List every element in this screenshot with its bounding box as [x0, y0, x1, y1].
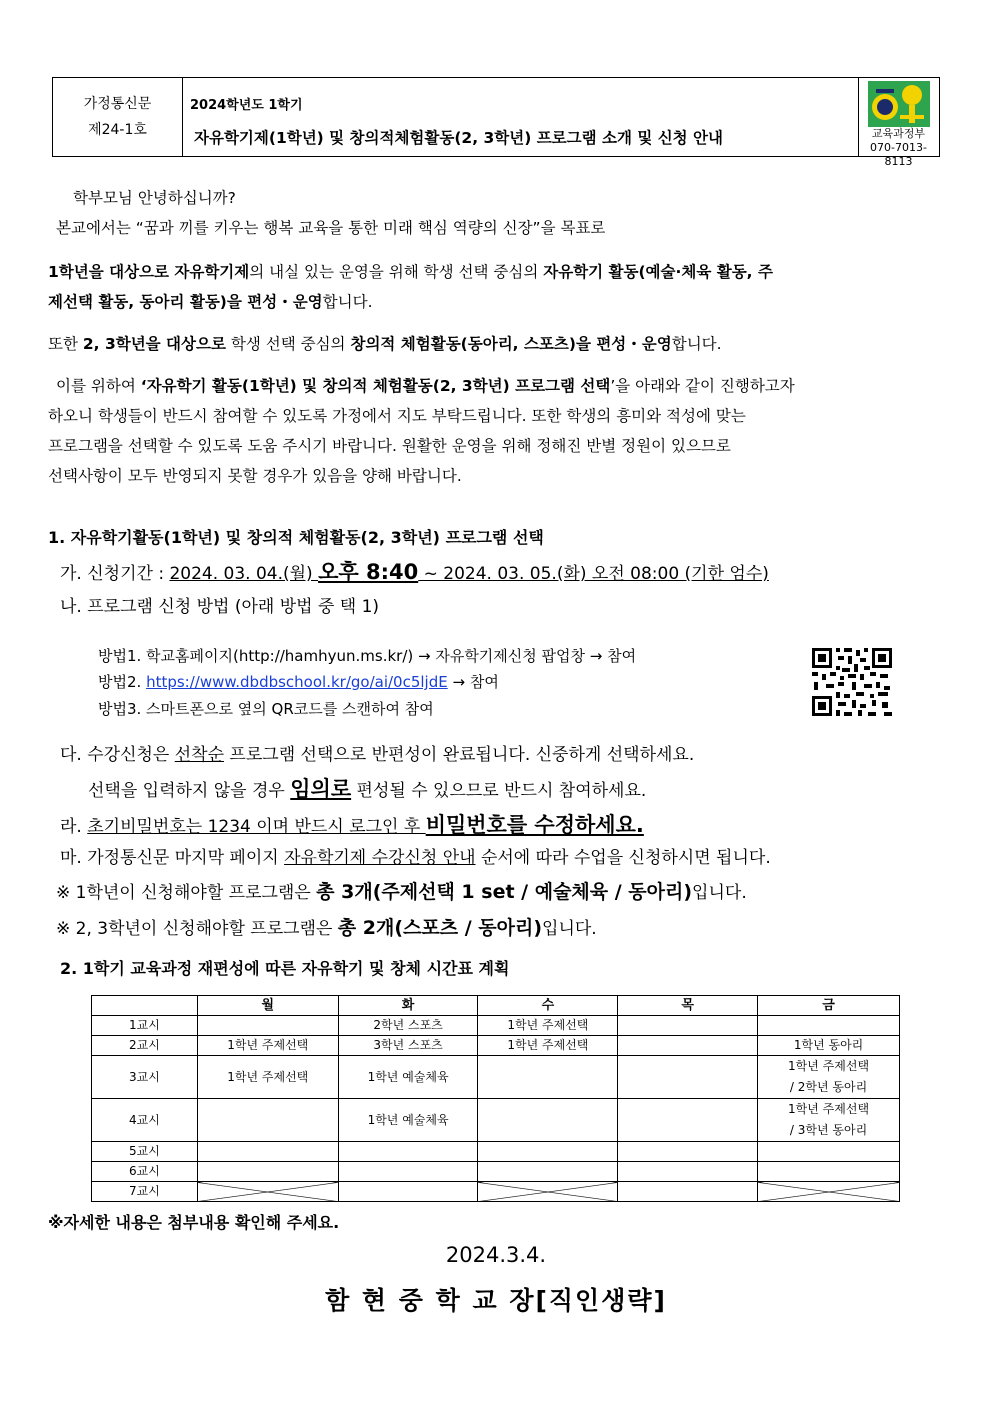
timetable-header-row	[92, 996, 900, 1016]
section-1-heading: 1. 자유학기활동(1학년) 및 창의적 체험활동(2, 3학년) 프로그램 선택	[48, 528, 544, 547]
header-box	[52, 77, 940, 168]
da2-text-a: 선택을 입력하지 않을 경우	[88, 781, 291, 801]
table-cell: 3학년 스포츠	[338, 1036, 478, 1056]
principal-signature: 함 현 중 학 교 장[직인생략]	[325, 1286, 667, 1315]
table-cell: 1학년 주제선택	[478, 1016, 618, 1036]
table-cell: 1학년 예술체육	[338, 1056, 478, 1099]
table-cell	[197, 1099, 338, 1142]
ma-text-b: 순서에 따라 수업을 신청하시면 됩니다.	[475, 848, 771, 868]
intro-paragraph-1-line-2	[48, 287, 373, 317]
da-text-b: 프로그램 선택으로 반편성이 완료됩니다. 신중하게 선택하세요.	[224, 745, 695, 765]
intro-paragraph-3-line-4: 선택사항이 모두 반영되지 못할 경우가 있음을 양해 바랍니다.	[48, 467, 462, 485]
p1-bold-c: 자유학기 활동(예술·체육 활동, 주	[543, 263, 773, 281]
department-box	[858, 78, 939, 168]
ma-text-a: 마. 가정통신문 마지막 페이지	[60, 848, 285, 868]
random-assignment-note	[88, 773, 646, 807]
intro-paragraph-1-line-1	[48, 257, 773, 287]
table-cell: 1학년 주제선택	[478, 1036, 618, 1056]
n1-text-a: ※ 1학년이 신청해야할 프로그램은	[56, 883, 317, 903]
period-label: 7교시	[92, 1182, 198, 1202]
timetable	[91, 995, 900, 1202]
table-cell	[758, 1142, 900, 1162]
table-cell	[758, 1162, 900, 1182]
p2-text-e: 합니다.	[671, 335, 722, 353]
table-cell	[758, 1016, 900, 1036]
table-cell	[618, 1142, 758, 1162]
table-cell	[478, 1099, 618, 1142]
issue-number: 제24-1호	[88, 122, 147, 138]
da-text-a: 다. 수강신청은	[60, 745, 175, 765]
n2-bold: 총 2개(스포츠 / 동아리)	[337, 917, 543, 939]
p2-bold-b: 2, 3학년을 대상으로	[82, 335, 226, 353]
intro-paragraph-3-line-3: 프로그램을 선택할 수 있도록 도움 주시기 바랍니다. 원활한 운영을 위해 정해진 반별 정원이 있으므로	[48, 437, 731, 455]
table-cell	[618, 1016, 758, 1036]
application-method-title: 나. 프로그램 신청 방법 (아래 방법 중 택 1)	[60, 597, 380, 617]
day-thu: 목	[618, 996, 758, 1016]
period-label: 4교시	[92, 1099, 198, 1142]
cell-line: 1학년 주제선택	[788, 1059, 870, 1073]
department-name: 교육과정부	[871, 127, 926, 140]
document-date: 2024.3.4.	[445, 1243, 547, 1267]
cell-line: / 2학년 동아리	[789, 1080, 868, 1094]
school-goal: 본교에서는 “꿈과 끼를 키우는 행복 교육을 통한 미래 핵심 역량의 신장”을 목표로	[56, 219, 606, 237]
ra-initial-password: 초기비밀번호는 1234 이며 반드시 로그인 후	[87, 817, 426, 837]
table-row	[92, 1142, 900, 1162]
table-cell	[758, 1099, 900, 1142]
table-cell: 1학년 동아리	[758, 1036, 900, 1056]
method-3: 방법3. 스마트폰으로 옆의 QR코드를 스캔하여 참여	[98, 700, 434, 718]
password-note	[60, 809, 644, 843]
day-wed: 수	[478, 996, 618, 1016]
da2-random: 임의로	[290, 777, 352, 801]
p2-bold-d: 창의적 체험활동(동아리, 스포츠)을 편성・운영	[350, 335, 672, 353]
table-cell	[618, 1099, 758, 1142]
qr-code-icon[interactable]	[812, 648, 892, 716]
intro-paragraph-3-line-2: 하오니 학생들이 반드시 참여할 수 있도록 가정에서 지도 부탁드립니다. 또한 학생의 흥미와 적성에 맞는	[48, 407, 746, 425]
da-first-come: 선착순	[174, 745, 225, 765]
table-cell	[618, 1056, 758, 1099]
n2-text-a: ※ 2, 3학년이 신청해야할 프로그램은	[56, 919, 338, 939]
crossed-cell	[758, 1182, 900, 1202]
table-cell	[478, 1162, 618, 1182]
table-cell: 1학년 주제선택	[197, 1056, 338, 1099]
n1-text-c: 입니다.	[692, 883, 747, 903]
intro-paragraph-2	[48, 329, 722, 359]
table-cell: 1학년 예술체육	[338, 1099, 478, 1142]
method-2-suffix: → 참여	[447, 673, 499, 691]
table-row	[92, 1182, 900, 1202]
table-row	[92, 1056, 900, 1099]
day-tue: 화	[338, 996, 478, 1016]
period-end: ~ 2024. 03. 05.(화) 오전 08:00 (기한 엄수)	[418, 564, 769, 584]
period-label: 가. 신청기간 :	[60, 564, 170, 584]
school-logo-icon	[868, 81, 930, 127]
day-mon: 월	[197, 996, 338, 1016]
method-2	[98, 668, 499, 696]
table-cell	[338, 1162, 478, 1182]
section-2-heading: 2. 1학기 교육과정 재편성에 따른 자유학기 및 창체 시간표 계획	[60, 959, 510, 978]
table-cell	[618, 1182, 758, 1202]
newsletter-label: 가정통신문	[83, 96, 152, 112]
da2-text-b: 편성될 수 있으므로 반드시 참여하세요.	[351, 781, 647, 801]
p3-text-a: 이를 위하여	[56, 377, 141, 395]
table-cell	[338, 1182, 478, 1202]
intro-paragraph-3-line-1	[56, 371, 795, 401]
ra-change-password: 비밀번호를 수정하세요.	[425, 813, 644, 837]
p1-text-b: 의 내실 있는 운영을 위해 학생 선택 중심의	[249, 263, 544, 281]
method-2-link[interactable]: https://www.dbdbschool.kr/go/ai/0c5ljdE	[146, 673, 448, 691]
grade-2-3-note	[56, 912, 597, 945]
period-label: 5교시	[92, 1142, 198, 1162]
table-row	[92, 1099, 900, 1142]
method-1: 방법1. 학교홈페이지(http://hamhyun.ms.kr/) → 자유학기제신청 팝업창 → 참여	[98, 647, 637, 665]
period-label: 6교시	[92, 1162, 198, 1182]
crossed-cell	[478, 1182, 618, 1202]
attachment-note: ※자세한 내용은 첨부내용 확인해 주세요.	[48, 1213, 340, 1232]
greeting: 학부모님 안녕하십니까?	[73, 189, 236, 207]
period-label: 1교시	[92, 1016, 198, 1036]
table-cell	[338, 1142, 478, 1162]
registration-note	[60, 740, 694, 770]
ma-guide: 자유학기제 수강신청 안내	[284, 848, 476, 868]
table-cell: 1학년 주제선택	[197, 1036, 338, 1056]
header-issue	[53, 78, 183, 156]
period-label: 2교시	[92, 1036, 198, 1056]
period-time: 오후 8:40	[318, 560, 419, 584]
document-title: 자유학기제(1학년) 및 창의적체험활동(2, 3학년) 프로그램 소개 및 신청 안내	[194, 129, 723, 147]
table-cell: 2학년 스포츠	[338, 1016, 478, 1036]
p3-text-c: ’을 아래와 같이 진행하고자	[610, 377, 795, 395]
table-cell	[758, 1056, 900, 1099]
crossed-cell	[197, 1182, 338, 1202]
p2-text-c: 학생 선택 중심의	[225, 335, 351, 353]
cell-line: 1학년 주제선택	[788, 1102, 870, 1116]
table-cell	[618, 1036, 758, 1056]
table-cell	[197, 1016, 338, 1036]
p2-text-a: 또한	[48, 335, 83, 353]
table-row	[92, 1162, 900, 1182]
period-label: 3교시	[92, 1056, 198, 1099]
p3-bold-b: ‘자유학기 활동(1학년) 및 창의적 체험활동(2, 3학년) 프로그램 선택	[140, 377, 611, 395]
method-2-label: 방법2.	[98, 673, 147, 691]
p1-bold-a: 1학년을 대상으로 자유학기제	[48, 263, 250, 281]
grade-1-note	[56, 876, 747, 909]
period-start: 2024. 03. 04.(월)	[169, 564, 319, 584]
p1-text-e: 합니다.	[322, 293, 373, 311]
timetable-corner	[92, 996, 198, 1016]
day-fri: 금	[758, 996, 900, 1016]
table-row	[92, 1016, 900, 1036]
term-label: 2024학년도 1학기	[190, 98, 303, 113]
header-title-area	[182, 78, 859, 156]
application-period	[60, 556, 769, 590]
p1-bold-d: 제선택 활동, 동아리 활동)을 편성・운영	[48, 293, 323, 311]
table-cell	[618, 1162, 758, 1182]
cell-line: / 3학년 동아리	[789, 1123, 868, 1137]
department-phone: 070-7013-8113	[870, 141, 927, 168]
table-cell	[478, 1142, 618, 1162]
table-cell	[478, 1056, 618, 1099]
ra-text-a: 라.	[60, 817, 88, 837]
table-row	[92, 1036, 900, 1056]
n2-text-c: 입니다.	[542, 919, 597, 939]
guide-note	[60, 843, 771, 873]
table-cell	[197, 1162, 338, 1182]
table-cell	[197, 1142, 338, 1162]
n1-bold: 총 3개(주제선택 1 set / 예술체육 / 동아리)	[316, 881, 693, 903]
